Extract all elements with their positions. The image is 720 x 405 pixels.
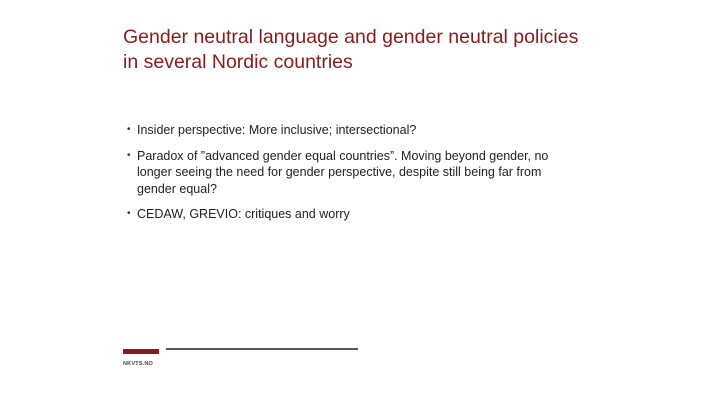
bullet-icon: • (127, 149, 131, 161)
bullet-text (137, 122, 647, 139)
footer-accent-bar (123, 349, 159, 354)
bullet-list (127, 122, 647, 232)
footer-divider (166, 348, 358, 350)
bullet-text (137, 148, 647, 198)
bullet-item (127, 122, 647, 139)
bullet-item (127, 206, 647, 223)
footer-logo: NKVTS.NO (123, 361, 154, 367)
bullet-item (127, 148, 647, 198)
bullet-text (137, 206, 647, 223)
bullet-icon: • (127, 124, 131, 135)
bullet-line: gender equal? (137, 181, 217, 196)
bullet-line: longer seeing the need for gender perspective, despite still being far from (137, 165, 542, 179)
slide-title-line: Gender neutral language and gender neutral policies (123, 26, 579, 48)
bullet-line: Insider perspective: More inclusive; intersectional? (137, 123, 417, 137)
slide-title-line: in several Nordic countries (123, 51, 353, 73)
bullet-line: Paradox of ”advanced gender equal countries”. Moving beyond gender, no (137, 148, 549, 163)
bullet-line: CEDAW, GREVIO: critiques and worry (137, 207, 350, 221)
bullet-icon: • (127, 208, 131, 219)
slide-title (123, 25, 663, 75)
